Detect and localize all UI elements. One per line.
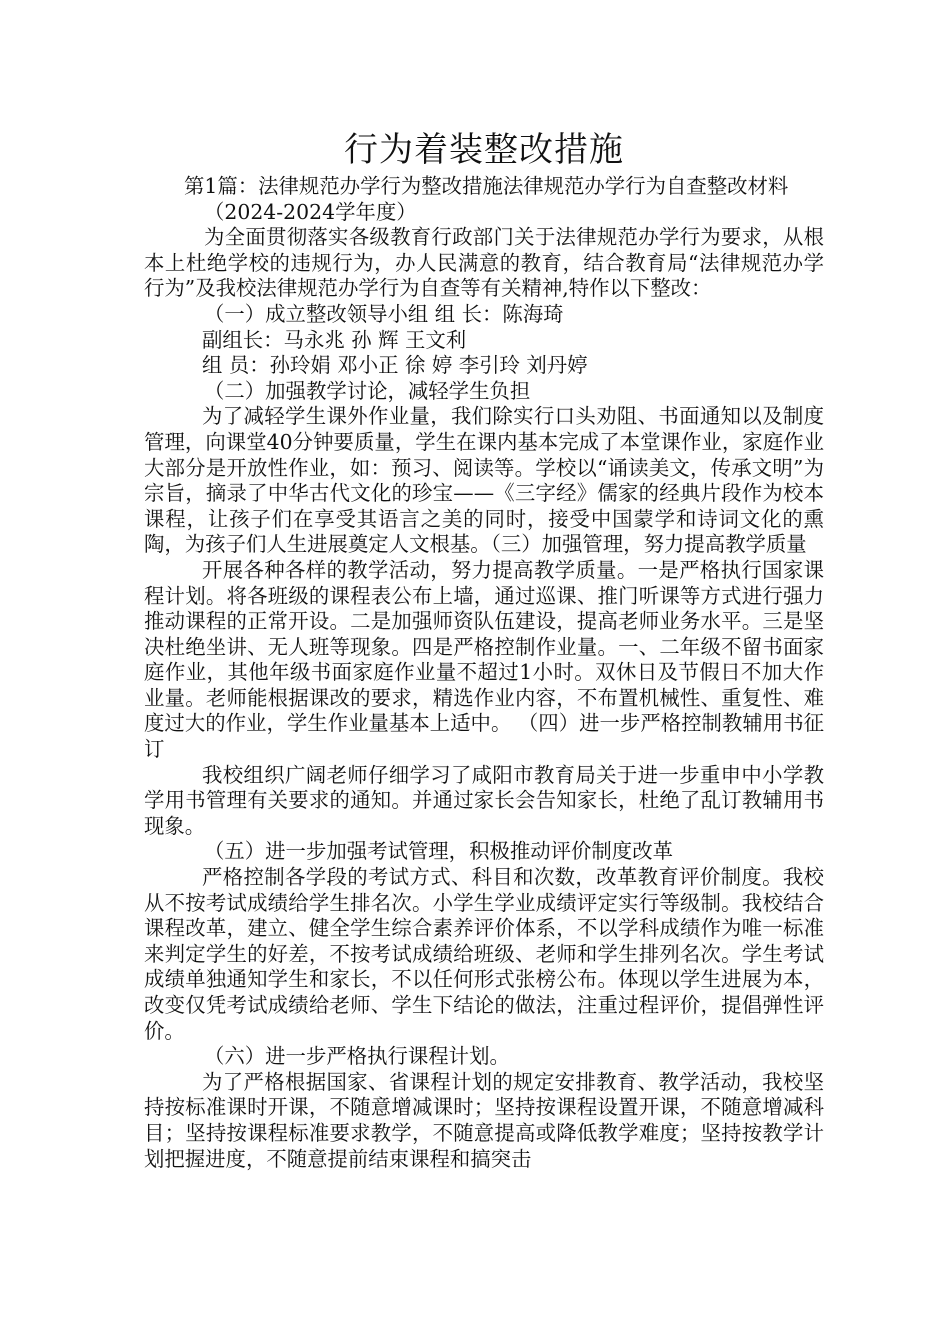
document-page [144,128,824,1172]
document-title: 行为着装整改措施 [344,130,624,170]
paragraph: 组 员：孙玲娟 邓小正 徐 婷 李引玲 刘丹婷 [202,353,588,378]
paragraph: 第1篇：法律规范办学行为整改措施法律规范办学行为自查整改材料 [184,174,789,198]
paragraph: （五）进一步加强考试管理，积极推动评价制度改革 [204,839,673,864]
paragraph: 为了减轻学生课外作业量，我们除实行口头劝阻、书面通知以及制度管理，向课堂40分钟要质量，学生在课内基本完成了本堂课作业，家庭作业大部分是开放性作业，如：预习、阅读等。学校以“诵读美文，传承文明”为宗旨，摘录了中华古代文化的珍宝——《三字经》儒家的经典片段作为校本课程，让孩子们在享受其语言之美的同时，接受中国蒙学和诗词文化的熏陶，为孩子们人生进展奠定人文根基。（三）加强管理，努力提高教学质量 [144,404,824,557]
paragraph: （六）进一步严格执行课程计划。 [204,1044,510,1069]
paragraph: 开展各种各样的教学活动，努力提高教学质量。一是严格执行国家课程计划。将各班级的课程表公布上墙，通过巡课、推门听课等方式进行强力推动课程的正常开设。二是加强师资队伍建设，提高老师业务水平。三是坚决杜绝坐讲、无人班等现象。四是严格控制作业量。一、二年级不留书面家庭作业，其他年级书面家庭作业量不超过1小时。双休日及节假日不加大作业量。老师能根据课改的要求，精选作业内容，不布置机械性、重复性、难度过大的作业，学生作业量基本上适中。 （四）进一步严格控制教辅用书征订 [144,557,824,762]
paragraph: 为了严格根据国家、省课程计划的规定安排教育、教学活动，我校坚持按标准课时开课，不随意增减课时；坚持按课程设置开课，不随意增减科目；坚持按课程标准要求教学，不随意提高或降低教学难度；坚持按教学计划把握进度，不随意提前结束课程和搞突击 [144,1069,824,1171]
paragraph: （二）加强教学讨论，减轻学生负担 [204,378,531,403]
paragraph: 我校组织广阔老师仔细学习了咸阳市教育局关于进一步重申中小学教学用书管理有关要求的通知。并通过家长会告知家长，杜绝了乱订教辅用书现象。 [144,762,824,838]
paragraph: （2024-2024学年度） [204,199,417,224]
paragraph: （一）成立整改领导小组 组 长：陈海琦 [204,301,564,326]
paragraph: 副组长：马永兆 孙 辉 王文利 [202,327,467,352]
paragraph: 严格控制各学段的考试方式、科目和次数，改革教育评价制度。我校从不按考试成绩给学生排名次。小学生学业成绩评定实行等级制。我校结合课程改革，建立、健全学生综合素养评价体系，不以学科成绩作为唯一标准来判定学生的好差，不按考试成绩给班级、老师和学生排列名次。学生考试成绩单独通知学生和家长，不以任何形式张榜公布。体现以学生进展为本，改变仅凭考试成绩给老师、学生下结论的做法，注重过程评价，提倡弹性评价。 [144,865,824,1043]
paragraph: 为全面贯彻落实各级教育行政部门关于法律规范办学行为要求，从根本上杜绝学校的违规行为，办人民满意的教育，结合教育局“法律规范办学行为”及我校法律规范办学行为自查等有关精神,特作以下整改： [144,225,824,301]
document-body [144,174,824,1172]
